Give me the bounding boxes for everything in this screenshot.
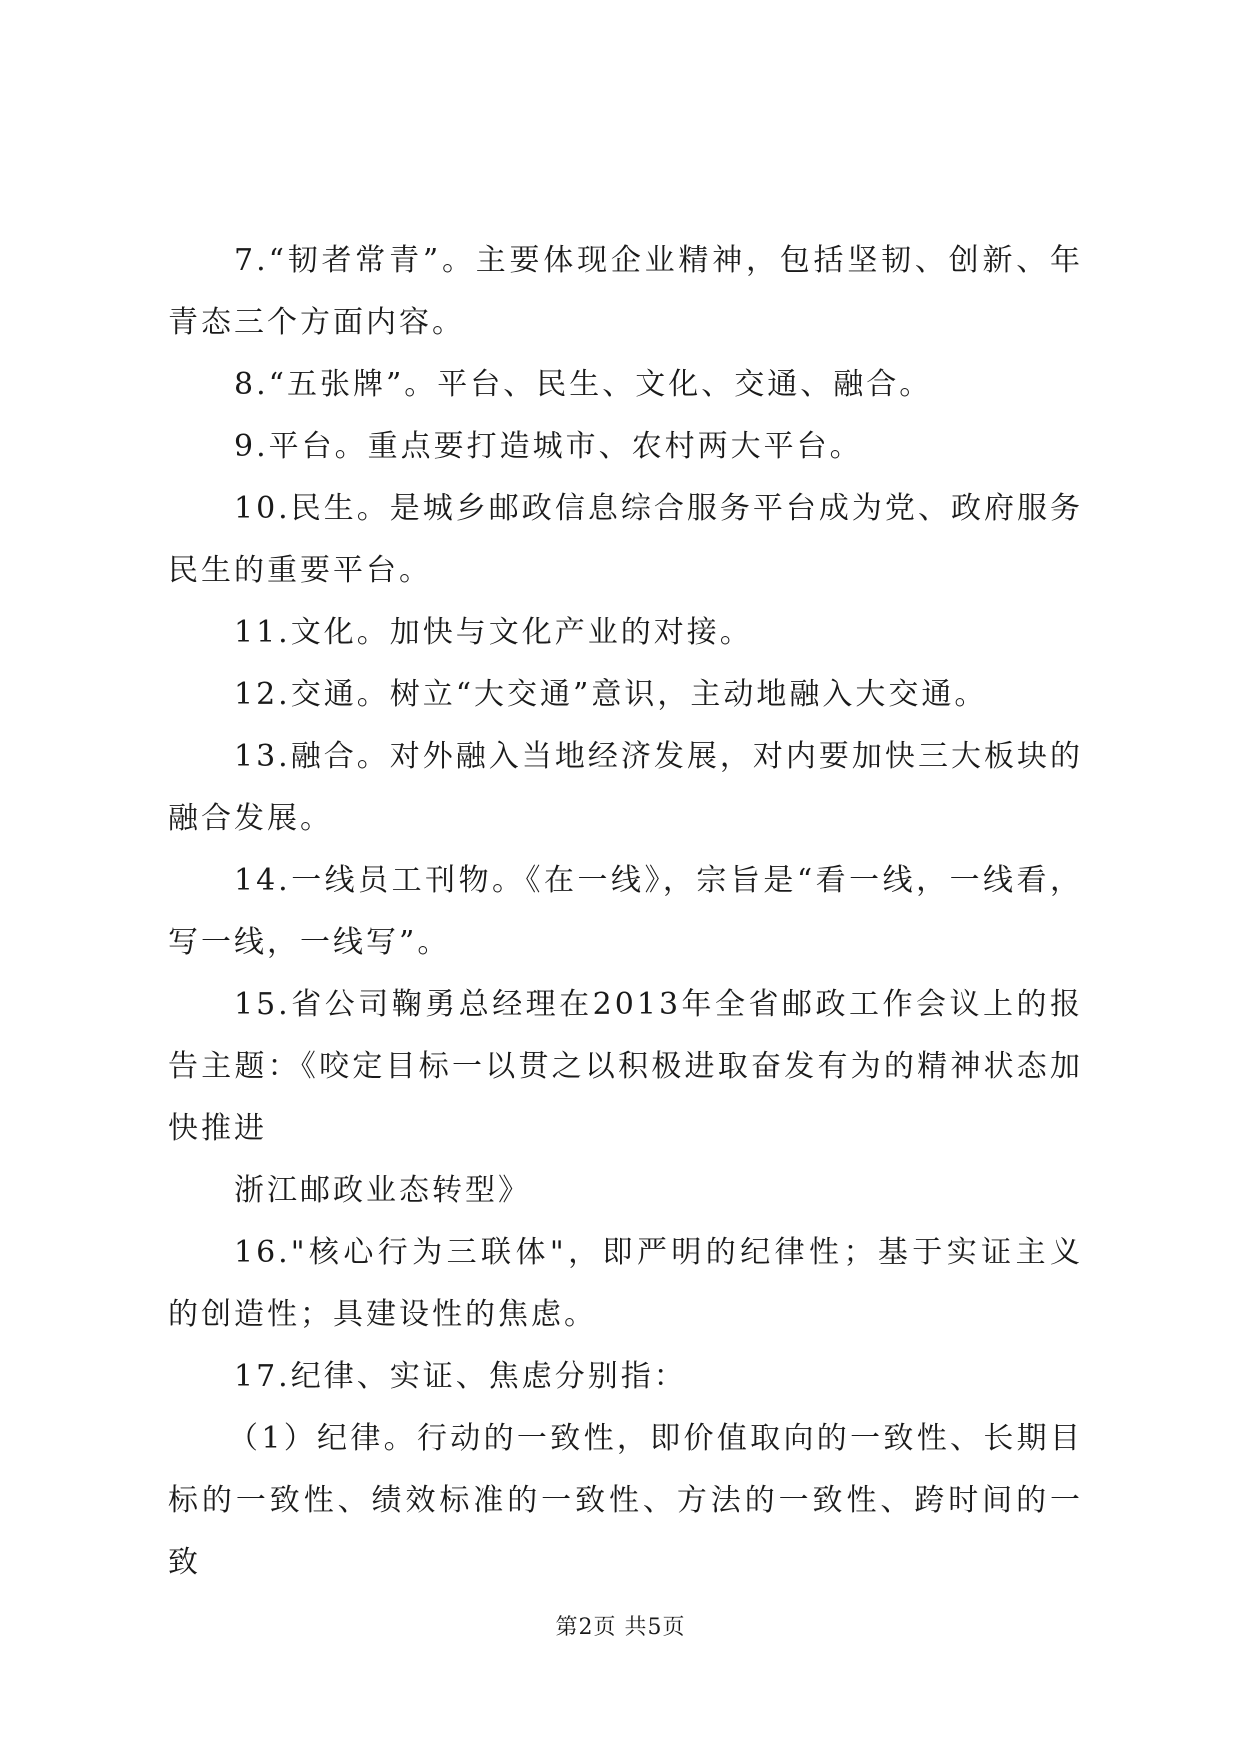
paragraph-16: 16."核心行为三联体"，即严明的纪律性；基于实证主义的创造性；具建设性的焦虑。 xyxy=(168,1235,1083,1332)
paragraph-11: 11.文化。加快与文化产业的对接。 xyxy=(234,615,753,650)
paragraph-15-continued: 浙江邮政业态转型》 xyxy=(234,1173,531,1208)
paragraph-12: 12.交通。树立“大交通”意识，主动地融入大交通。 xyxy=(234,677,988,712)
paragraph-10: 10.民生。是城乡邮政信息综合服务平台成为党、政府服务民生的重要平台。 xyxy=(168,491,1083,588)
page-number-footer: 第2页 共5页 xyxy=(555,1615,686,1640)
paragraph-8: 8.“五张牌”。平台、民生、文化、交通、融合。 xyxy=(234,367,933,402)
paragraph-14: 14.一线员工刊物。《在一线》，宗旨是“看一线，一线看，写一线，一线写”。 xyxy=(168,863,1083,960)
paragraph-17: 17.纪律、实证、焦虑分别指： xyxy=(234,1359,687,1394)
paragraph-15: 15.省公司鞠勇总经理在2013年全省邮政工作会议上的报告主题：《咬定目标一以贯之以积极进取奋发有为的精神状态加快推进 xyxy=(168,987,1083,1146)
paragraph-17-item-1: （1）纪律。行动的一致性，即价值取向的一致性、长期目标的一致性、绩效标准的一致性、方法的一致性、跨时间的一致 xyxy=(168,1421,1083,1580)
paragraph-7: 7.“韧者常青”。主要体现企业精神，包括坚韧、创新、年青态三个方面内容。 xyxy=(168,243,1083,340)
document-body xyxy=(168,230,1083,1594)
paragraph-9: 9.平台。重点要打造城市、农村两大平台。 xyxy=(234,429,863,464)
paragraph-13: 13.融合。对外融入当地经济发展，对内要加快三大板块的融合发展。 xyxy=(168,739,1083,836)
